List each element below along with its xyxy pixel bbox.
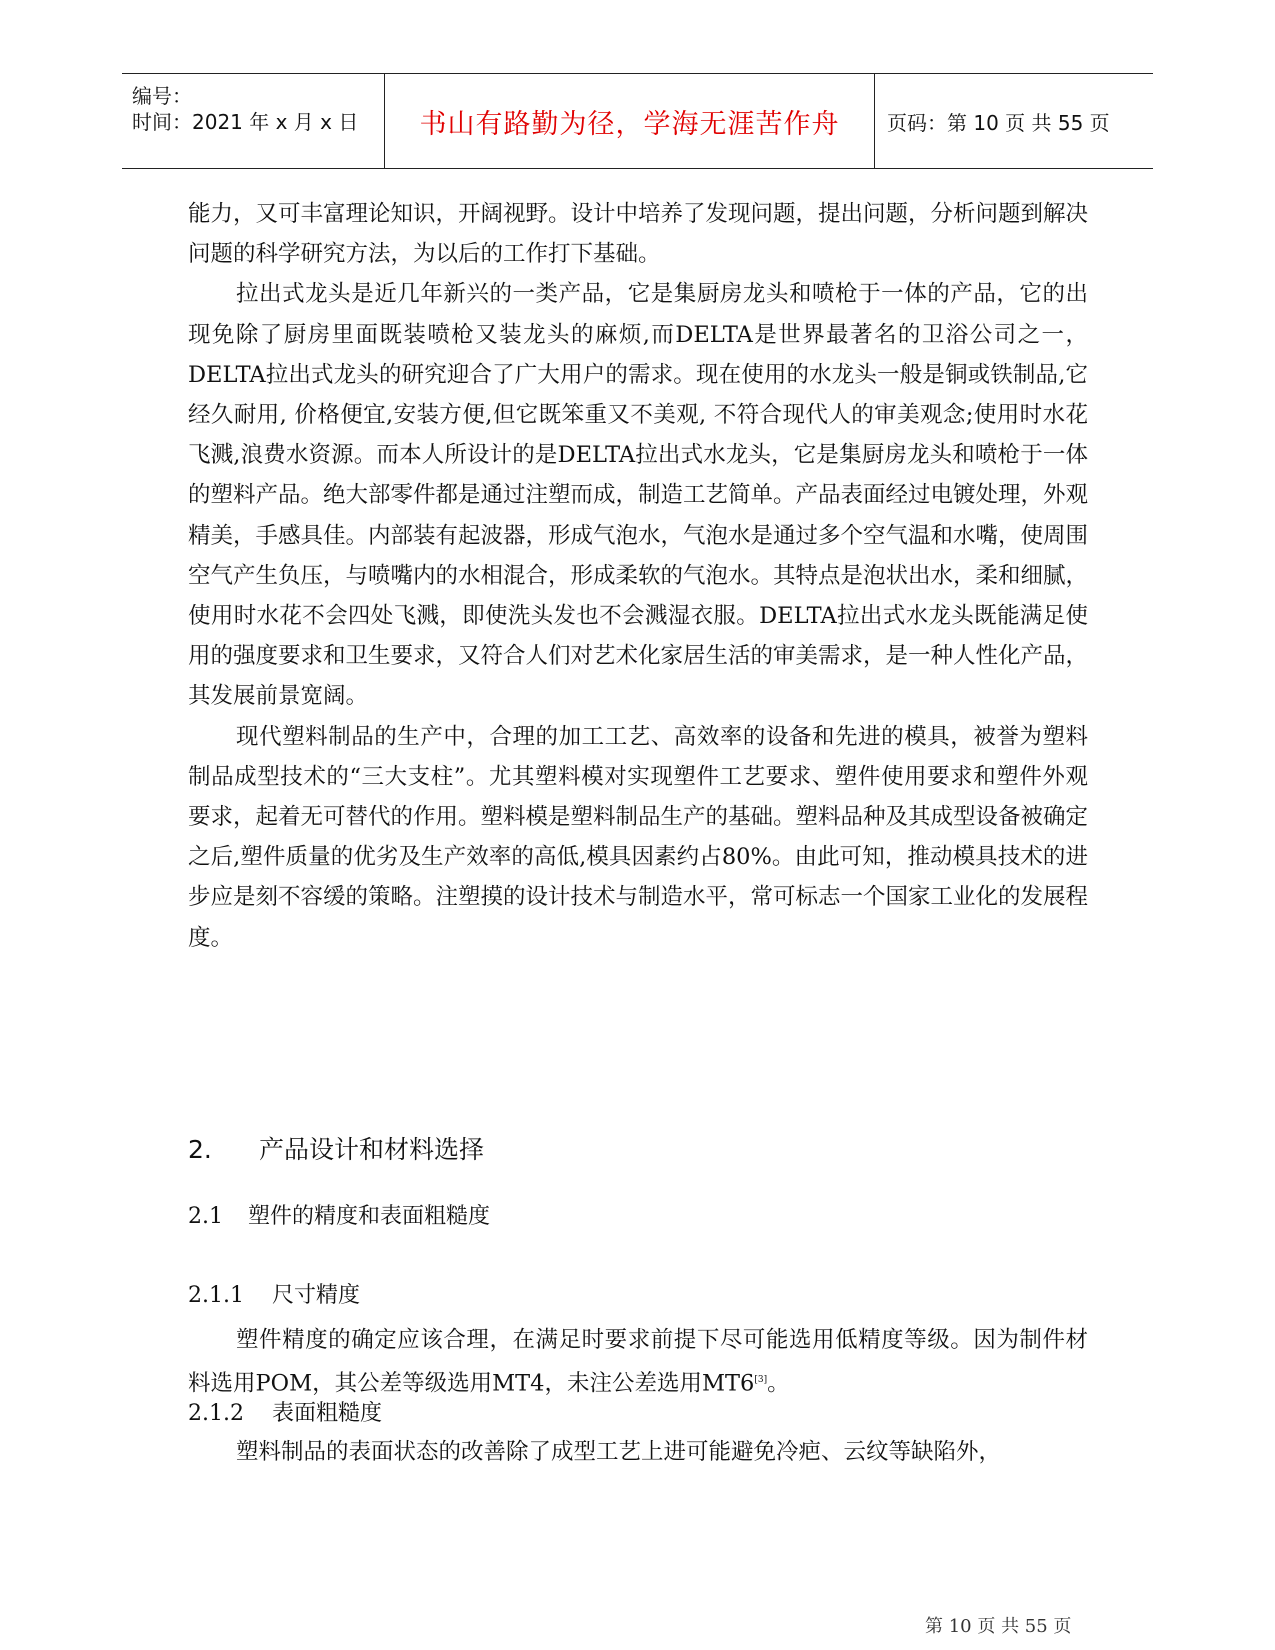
section-title: 产品设计和材料选择 [259, 1135, 485, 1164]
subsubsection-number: 2.1.1 [188, 1283, 244, 1308]
code-label: 编号： [132, 84, 192, 108]
page-footer: 第 10 页 共 55 页 [925, 1616, 1072, 1637]
subsubsection-heading [188, 1396, 382, 1427]
reference-mark: [3] [754, 1375, 768, 1386]
motto-text: 书山有路勤为径，学海无涯苦作舟 [419, 108, 840, 140]
subsubsection-title: 尺寸精度 [272, 1283, 361, 1308]
paragraph: 塑件精度的确定应该合理，在满足时要求前提下尽可能选用低精度等级。因为制件材料选用POM，其公差等级选用MT4，未注公差选用MT6[3]。 [188, 1327, 1088, 1397]
body-text [188, 194, 1088, 958]
page-info: 页码：第 10 页 共 55 页 [887, 110, 1110, 135]
subsubsection-number: 2.1.2 [188, 1401, 244, 1426]
section-number: 2. [188, 1135, 212, 1164]
header-motto-cell [384, 74, 875, 168]
paragraph: 能力，又可丰富理论知识，开阔视野。设计中培养了发现问题，提出问题，分析问题到解决问题的科学研究方法，为以后的工作打下基础。 [188, 201, 1089, 268]
subsection-number: 2.1 [188, 1204, 223, 1229]
subsubsection-heading [188, 1278, 360, 1309]
paragraph: 塑料制品的表面状态的改善除了成型工艺上进可能避免冷疤、云纹等缺陷外， [236, 1439, 1002, 1465]
header-table [122, 73, 1153, 169]
header-page-cell [875, 74, 1153, 168]
section-heading [188, 1130, 484, 1166]
paragraph: 现代塑料制品的生产中，合理的加工工艺、高效率的设备和先进的模具，被誉为塑料制品成型技术的“三大支柱”。尤其塑料模对实现塑件工艺要求、塑件使用要求和塑件外观要求，起着无可替代的作用。塑料模是塑料制品生产的基础。塑料品种及其成型设备被确定之后,塑件质量的优劣及生产效率的高低,模具因素约占80%。由此可知，推动模具技术的进步应是刻不容缓的策略。注塑摸的设计技术与制造水平，常可标志一个国家工业化的发展程度。 [188, 723, 1089, 951]
header-left-cell [122, 74, 384, 168]
subsection-heading [188, 1199, 490, 1230]
time-label: 时间：2021 年 x 月 x 日 [132, 110, 359, 134]
size-accuracy-text [188, 1320, 1088, 1404]
subsubsection-title: 表面粗糙度 [272, 1401, 383, 1426]
paragraph: 拉出式龙头是近几年新兴的一类产品，它是集厨房龙头和喷枪于一体的产品，它的出现免除了厨房里面既装喷枪又装龙头的麻烦,而DELTA是世界最著名的卫浴公司之一，DELTA拉出式龙头的研究迎合了广大用户的需求。现在使用的水龙头一般是铜或铁制品,它经久耐用, 价格便宜,安装方便,但它既笨重又不美观, 不符合现代人的审美观念;使用时水花飞溅,浪费水资源。而本人所设计的是DELTA拉出式水龙头，它是集厨房龙头和喷枪于一体的塑料产品。绝大部零件都是通过注塑而成，制造工艺简单。产品表面经过电镀处理，外观精美，手感具佳。内部装有起波器，形成气泡水，气泡水是通过多个空气温和水嘴，使周围空气产生负压，与喷嘴内的水相混合，形成柔软的气泡水。其特点是泡状出水，柔和细腻，使用时水花不会四处飞溅，即使洗头发也不会溅湿衣服。DELTA拉出式水龙头既能满足使用的强度要求和卫生要求，又符合人们对艺术化家居生活的审美需求，是一种人性化产品，其发展前景宽阔。 [188, 281, 1089, 710]
subsection-title: 塑件的精度和表面粗糙度 [248, 1204, 491, 1229]
surface-roughness-text [188, 1432, 1088, 1472]
